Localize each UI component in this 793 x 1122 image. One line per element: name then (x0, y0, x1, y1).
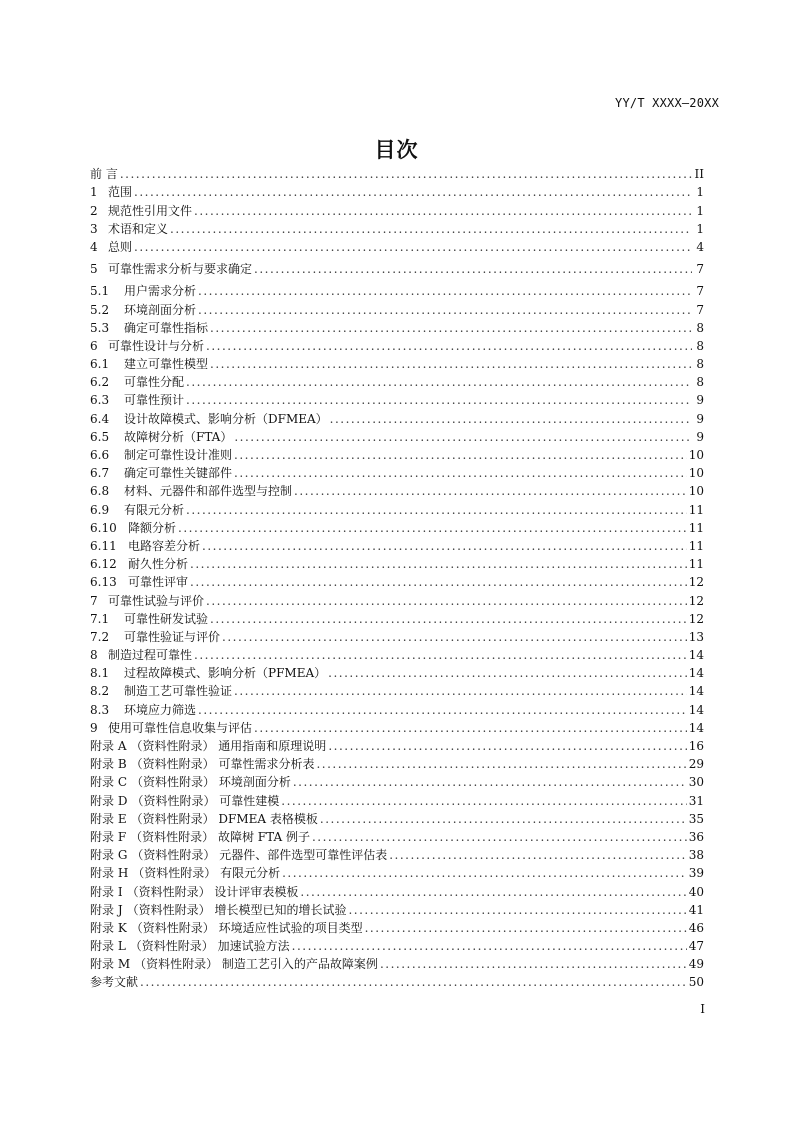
toc-entry-page: 49 (688, 957, 704, 972)
toc-entry-title: 环境剖面分析 (124, 302, 197, 317)
toc-entry[interactable] (90, 499, 704, 517)
toc-entry[interactable] (90, 336, 704, 354)
toc-entry-number: 8.2 (90, 684, 110, 699)
toc-leader-dots (198, 284, 692, 299)
toc-entry-title: 环境应力筛选 (124, 702, 197, 717)
toc-entry-number: 6 (90, 338, 98, 353)
toc-entry-title: （资料性附录） 制造工艺引入的产品故障案例 (134, 957, 378, 972)
toc-entry-page: 40 (688, 884, 704, 899)
toc-entry-number: 5.1 (90, 284, 110, 299)
toc-entry-number: 7.1 (90, 611, 110, 626)
toc-leader-dots (234, 448, 687, 463)
toc-entry[interactable] (90, 164, 704, 182)
toc-entry-number: 附录 A (90, 739, 127, 753)
toc-leader-dots (380, 957, 687, 972)
toc-entry[interactable] (90, 645, 704, 663)
toc-entry-page: 11 (688, 538, 704, 553)
toc-entry-title: 可靠性验证与评价 (124, 629, 221, 644)
toc-entry-page: 8 (696, 338, 704, 353)
toc-entry[interactable] (90, 900, 704, 918)
toc-entry-page: 30 (688, 775, 704, 790)
toc-leader-dots (134, 185, 692, 200)
toc-entry-number: 8.1 (90, 666, 110, 681)
toc-entry[interactable] (90, 954, 704, 972)
toc-entry-page: 46 (688, 920, 704, 935)
toc-entry[interactable] (90, 219, 704, 237)
toc-leader-dots (389, 848, 686, 863)
toc-entry-title: 用户需求分析 (124, 284, 197, 299)
toc-entry-number: 3 (90, 221, 98, 236)
toc-entry[interactable] (90, 681, 704, 699)
toc-entry-page: 7 (696, 302, 704, 317)
toc-leader-dots (194, 648, 687, 663)
toc-entry[interactable] (90, 281, 704, 299)
document-code: YY/T XXXX—20XX (615, 96, 719, 110)
toc-entry[interactable] (90, 390, 704, 408)
toc-entry-title: （资料性附录） 元器件、部件选型可靠性评估表 (131, 848, 388, 863)
toc-entry-number: 附录 E (90, 811, 127, 826)
page-number: I (700, 1002, 705, 1016)
toc-entry-page: 31 (688, 793, 704, 808)
toc-entry-title: 耐久性分析 (128, 557, 189, 572)
toc-leader-dots (210, 612, 687, 627)
toc-entry-title: 建立可靠性模型 (124, 357, 209, 372)
toc-entry[interactable] (90, 736, 704, 754)
toc-entry[interactable] (90, 809, 704, 827)
toc-entry-page: 38 (688, 848, 704, 863)
toc-entry-number: 6.5 (90, 429, 110, 444)
toc-leader-dots (178, 521, 687, 536)
toc-entry-number: 6.7 (90, 466, 110, 481)
toc-entry-page: 36 (688, 829, 704, 844)
toc-entry-page: 4 (696, 239, 704, 254)
toc-entry[interactable] (90, 408, 704, 426)
toc-leader-dots (320, 812, 687, 827)
toc-entry-title: （资料性附录） 可靠性需求分析表 (130, 757, 315, 772)
toc-entry-title: （资料性附录） DFMEA 表格模板 (130, 811, 318, 826)
toc-entry-page: 1 (696, 203, 704, 218)
toc-entry-number: 附录 B (90, 757, 127, 772)
toc-entry-title: 可靠性预计 (124, 393, 185, 408)
toc-entry-title: 范围 (108, 185, 133, 200)
toc-entry-page: 1 (696, 221, 704, 236)
toc-entry-title: （资料性附录） 加速试验方法 (129, 939, 290, 954)
toc-leader-dots (134, 240, 692, 255)
toc-leader-dots (170, 222, 692, 237)
toc-leader-dots (234, 430, 692, 445)
toc-leader-dots (328, 666, 687, 681)
toc-leader-dots (194, 204, 692, 219)
toc-entry-number: 6.9 (90, 502, 110, 517)
toc-entry[interactable] (90, 790, 704, 808)
toc-entry-title: 术语和定义 (108, 221, 169, 236)
toc-leader-dots (206, 339, 692, 354)
toc-entry-number: 5.3 (90, 320, 110, 335)
toc-leader-dots (254, 721, 687, 736)
toc-entry-title: 制定可靠性设计准则 (124, 448, 233, 462)
toc-entry-page: 29 (688, 757, 704, 772)
toc-entry-page: 1 (696, 185, 704, 200)
toc-entry-number: 6.10 (90, 520, 117, 535)
toc-leader-dots (186, 503, 687, 518)
toc-leader-dots (190, 575, 687, 590)
toc-leader-dots (365, 921, 687, 936)
toc-entry-page: 47 (688, 939, 704, 954)
toc-leader-dots (210, 321, 692, 336)
toc-entry-number: 1 (90, 185, 98, 200)
toc-entry[interactable] (90, 318, 704, 336)
toc-entry-title: 可靠性试验与评价 (108, 593, 205, 608)
toc-entry-page: 10 (688, 448, 704, 462)
toc-entry-number: 6.4 (90, 411, 110, 426)
toc-entry-page: 12 (688, 575, 704, 590)
toc-entry[interactable] (90, 863, 704, 881)
toc-entry-number: 附录 C (90, 775, 127, 790)
toc-entry-page: 10 (688, 484, 704, 499)
toc-entry[interactable] (90, 427, 704, 445)
toc-entry-title: 制造工艺可靠性验证 (124, 684, 233, 699)
toc-entry-page: 12 (688, 611, 704, 626)
toc-entry-number: 6.1 (90, 357, 110, 372)
toc-entry[interactable] (90, 663, 704, 681)
toc-entry[interactable] (90, 936, 704, 954)
toc-leader-dots (222, 630, 687, 645)
toc-entry-number: 5.2 (90, 302, 110, 317)
toc-leader-dots (210, 357, 692, 372)
toc-entry[interactable] (90, 554, 704, 572)
toc-leader-dots (293, 775, 687, 790)
toc-leader-dots (186, 393, 692, 408)
toc-entry-page: 7 (696, 262, 704, 277)
toc-leader-dots (198, 303, 692, 318)
toc-entry-title: （资料性附录） 环境剖面分析 (131, 775, 291, 790)
toc-entry[interactable] (90, 572, 704, 590)
toc-entry-page: 11 (688, 520, 704, 535)
toc-entry-page: 41 (688, 902, 704, 917)
toc-entry-title: 可靠性评审 (128, 575, 189, 590)
toc-leader-dots (330, 412, 692, 427)
toc-entry-title: （资料性附录） 可靠性建模 (131, 793, 280, 808)
toc-entry-title: （资料性附录） 增长模型已知的增长试验 (126, 902, 347, 917)
toc-entry-title: （资料性附录） 通用指南和原理说明 (130, 739, 327, 753)
toc-entry-page: 35 (688, 811, 704, 826)
toc-entry-page: 10 (688, 466, 704, 481)
toc-entry-title: （资料性附录） 有限元分析 (132, 866, 281, 881)
toc-entry-title: 可靠性设计与分析 (108, 338, 205, 353)
toc-leader-dots (312, 830, 687, 845)
toc-entry-number: 8.3 (90, 702, 110, 717)
toc-entry-number: 附录 F (90, 829, 127, 844)
toc-entry-page: 11 (688, 502, 704, 517)
toc-entry-title: 设计故障模式、影响分析（DFMEA） (124, 411, 328, 426)
toc-title: 目次 (374, 138, 419, 162)
toc-entry-page: 14 (688, 702, 704, 717)
toc-entry[interactable] (90, 845, 704, 863)
toc-entry-number: 7.2 (90, 629, 110, 644)
toc-entry-page: 8 (696, 320, 704, 335)
toc-entry[interactable] (90, 772, 704, 790)
toc-entry-number: 6.11 (90, 538, 117, 553)
toc-entry-title: 可靠性需求分析与要求确定 (108, 262, 253, 277)
toc-entry-page: 12 (688, 593, 704, 608)
toc-entry-number: 附录 K (90, 920, 127, 935)
toc-entry-number: 9 (90, 720, 98, 735)
toc-entry-title: 使用可靠性信息收集与评估 (108, 720, 253, 735)
toc-entry-page: II (694, 167, 704, 182)
toc-leader-dots (202, 539, 687, 554)
toc-leader-dots (206, 594, 687, 609)
toc-entry[interactable] (90, 590, 704, 608)
toc-entry[interactable] (90, 259, 704, 277)
toc-entry-page: 39 (688, 866, 704, 881)
toc-entry[interactable] (90, 463, 704, 481)
toc-leader-dots (294, 484, 687, 499)
toc-leader-dots (254, 262, 692, 277)
toc-leader-dots (328, 739, 686, 754)
toc-entry-page: 14 (688, 648, 704, 663)
toc-entry[interactable] (90, 237, 704, 255)
toc-leader-dots (234, 466, 687, 481)
toc-entry[interactable] (90, 881, 704, 899)
toc-leader-dots (282, 866, 687, 881)
toc-entry-page: 7 (696, 284, 704, 299)
toc-entry-page: 14 (688, 666, 704, 681)
toc-entry-number: 附录 D (90, 793, 128, 808)
toc-entry-title: 可靠性分配 (124, 375, 185, 390)
toc-entry[interactable] (90, 627, 704, 645)
toc-leader-dots (120, 167, 692, 182)
toc-entry[interactable] (90, 445, 704, 463)
toc-entry-number: 2 (90, 203, 98, 218)
toc-entry-number: 附录 M (90, 957, 131, 972)
toc-entry-title: 确定可靠性指标 (124, 320, 209, 335)
toc-entry-title: （资料性附录） 设计评审表模板 (126, 884, 299, 899)
toc-entry-number: 附录 G (90, 848, 128, 863)
toc-entry-title: 有限元分析 (124, 502, 185, 517)
toc-entry-title: 电路容差分析 (128, 538, 201, 553)
toc-entry-page: 14 (688, 684, 704, 699)
toc-entry[interactable] (90, 609, 704, 627)
toc-entry-number: 6.12 (90, 557, 117, 572)
toc-leader-dots (316, 757, 686, 772)
toc-entry-number: 4 (90, 239, 98, 254)
toc-leader-dots (234, 684, 687, 699)
toc-entry[interactable] (90, 718, 704, 736)
toc-entry[interactable] (90, 536, 704, 554)
toc-leader-dots (140, 975, 687, 990)
toc-entry[interactable] (90, 354, 704, 372)
toc-entry-number: 7 (90, 593, 98, 608)
toc-entry-page: 9 (696, 429, 704, 444)
toc-leader-dots (198, 703, 687, 718)
toc-entry-number: 6.8 (90, 484, 110, 499)
toc-entry[interactable] (90, 972, 704, 990)
toc-entry-number: 前 言 (90, 167, 118, 182)
table-of-contents (90, 164, 704, 990)
toc-entry-title: 制造过程可靠性 (108, 648, 193, 663)
toc-entry[interactable] (90, 754, 704, 772)
toc-entry-title: 故障树分析（FTA） (124, 429, 233, 444)
toc-entry-page: 50 (688, 975, 704, 990)
toc-entry-number: 6.3 (90, 393, 110, 408)
toc-entry[interactable] (90, 372, 704, 390)
toc-entry[interactable] (90, 481, 704, 499)
toc-entry[interactable] (90, 699, 704, 717)
toc-entry[interactable] (90, 200, 704, 218)
toc-entry-title: 材料、元器件和部件选型与控制 (124, 484, 293, 499)
toc-entry-number: 6.2 (90, 375, 110, 390)
toc-entry[interactable] (90, 299, 704, 317)
toc-leader-dots (186, 375, 692, 390)
toc-leader-dots (190, 557, 687, 572)
toc-leader-dots (348, 903, 686, 918)
toc-entry-number: 附录 J (90, 902, 123, 917)
toc-entry-page: 11 (688, 557, 704, 572)
toc-entry-title: 可靠性研发试验 (124, 611, 209, 626)
toc-entry-number: 附录 L (90, 939, 126, 954)
toc-entry-page: 13 (688, 629, 704, 644)
toc-entry-number: 8 (90, 648, 98, 663)
toc-entry-page: 8 (696, 357, 704, 372)
toc-entry-number: 6.13 (90, 575, 117, 590)
toc-entry-title: 降额分析 (128, 520, 177, 535)
toc-leader-dots (281, 794, 686, 809)
toc-entry-page: 8 (696, 375, 704, 390)
toc-leader-dots (292, 939, 687, 954)
toc-entry-page: 9 (696, 393, 704, 408)
toc-entry-title: （资料性附录） 环境适应性试验的项目类型 (130, 920, 363, 935)
toc-entry-title: 确定可靠性关键部件 (124, 466, 233, 481)
toc-entry[interactable] (90, 918, 704, 936)
toc-entry-page: 16 (688, 739, 704, 753)
toc-entry-number: 参考文献 (90, 975, 139, 990)
toc-entry-page: 14 (688, 720, 704, 735)
toc-entry-title: 过程故障模式、影响分析（PFMEA） (124, 666, 327, 681)
toc-entry-number: 附录 I (90, 884, 123, 899)
toc-entry[interactable] (90, 827, 704, 845)
toc-entry-number: 附录 H (90, 866, 129, 881)
toc-entry-number: 5 (90, 262, 98, 277)
toc-entry-title: 总则 (108, 239, 133, 254)
toc-leader-dots (300, 885, 686, 900)
toc-entry-title: 规范性引用文件 (108, 203, 193, 218)
toc-entry[interactable] (90, 182, 704, 200)
toc-entry-title: （资料性附录） 故障树 FTA 例子 (130, 829, 310, 844)
toc-entry-number: 6.6 (90, 448, 110, 462)
toc-entry-page: 9 (696, 411, 704, 426)
toc-entry[interactable] (90, 518, 704, 536)
